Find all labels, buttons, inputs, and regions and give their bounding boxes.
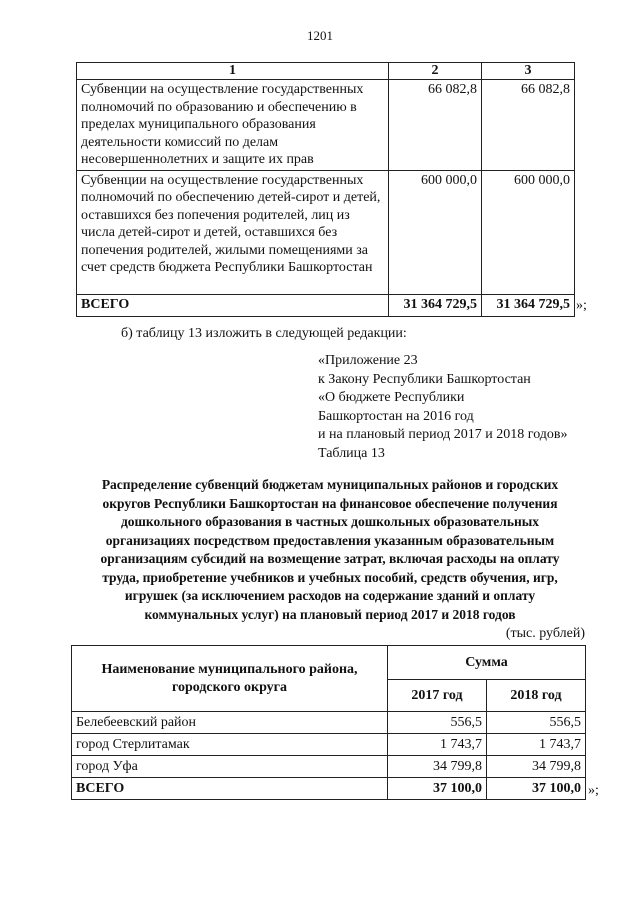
- value-cell: 1 743,7: [388, 734, 487, 756]
- total-label: ВСЕГО: [77, 294, 389, 316]
- heading-line: игрушек (за исключением расходов на содержание зданий и оплату: [124, 588, 536, 603]
- row-name: Субвенции на осуществление государственных полномочий по образованию и обеспечению в пределах муниципального образования деятельности комиссий по делам несовершеннолетних и защите их прав: [77, 80, 389, 171]
- table-heading: [40, 476, 620, 624]
- appendix-block: [318, 352, 568, 463]
- appendix-line: Таблица 13: [318, 445, 385, 461]
- appendix-line: Башкортостан на 2016 год: [318, 408, 474, 424]
- row-name: город Уфа: [72, 756, 388, 778]
- appendix-line: «Приложение 23: [318, 353, 418, 368]
- total-label: ВСЕГО: [72, 778, 388, 800]
- units-label: (тыс. рублей): [505, 626, 585, 641]
- closing-quote: »;: [576, 298, 587, 313]
- table-row: [72, 712, 586, 734]
- table-row: [72, 756, 586, 778]
- total-value: 37 100,0: [388, 778, 487, 800]
- total-value: 31 364 729,5: [482, 294, 575, 316]
- heading-line: организациях посредством предоставления указанным образовательным: [105, 532, 555, 548]
- closing-quote: »;: [588, 783, 599, 798]
- row-name: Белебеевский район: [72, 712, 388, 734]
- heading-line: труда, приобретение учебников и учебных пособий, средств обучения, игр,: [102, 569, 558, 585]
- heading-line: дошкольного образования в частных дошкольных образовательных: [120, 514, 540, 529]
- total-row: [72, 778, 586, 800]
- column-header: 1: [77, 63, 389, 80]
- value-cell: 600 000,0: [389, 170, 482, 294]
- value-cell: 34 799,8: [388, 756, 487, 778]
- value-cell: 66 082,8: [482, 80, 575, 171]
- table-header-row: [77, 63, 575, 80]
- column-header-year: 2018 год: [487, 680, 586, 712]
- row-name: Субвенции на осуществление государственных полномочий по обеспечению детей-сирот и детей, оставшихся без попечения родителей, лиц из числа детей-сирот и детей, оставшихся без попечения родителей, жилыми помещениями за счет средств бюджета Республики Башкортостан: [77, 170, 389, 294]
- heading-line: коммунальных услуг) на плановый период 2017 и 2018 годов: [144, 606, 516, 622]
- table-row: [77, 170, 575, 294]
- page-number: 1201: [307, 28, 333, 43]
- value-cell: 66 082,8: [389, 80, 482, 171]
- row-name: город Стерлитамак: [72, 734, 388, 756]
- value-cell: 556,5: [388, 712, 487, 734]
- heading-line: округов Республики Башкортостан на финансовое обеспечение получения: [102, 495, 558, 511]
- table-row: [77, 80, 575, 171]
- subventions-table: [76, 62, 575, 317]
- table-row: [72, 734, 586, 756]
- heading-line: Распределение субвенций бюджетам муниципальных районов и городских: [101, 477, 559, 492]
- value-cell: 1 743,7: [487, 734, 586, 756]
- column-header-name: Наименование муниципального района, городского округа: [72, 646, 388, 712]
- value-cell: 34 799,8: [487, 756, 586, 778]
- heading-line: организациям субсидий на возмещение затрат, включая расходы на оплату: [100, 551, 560, 566]
- column-header-year: 2017 год: [388, 680, 487, 712]
- column-header-sum: Сумма: [388, 646, 586, 680]
- distribution-table: [71, 645, 586, 800]
- value-cell: 556,5: [487, 712, 586, 734]
- instruction-text: б) таблицу 13 изложить в следующей редакции:: [121, 326, 407, 341]
- column-header: 3: [482, 63, 575, 80]
- appendix-line: «О бюджете Республики: [318, 390, 465, 405]
- total-value: 31 364 729,5: [389, 294, 482, 316]
- column-header: 2: [389, 63, 482, 80]
- total-value: 37 100,0: [487, 778, 586, 800]
- total-row: [77, 294, 575, 316]
- appendix-line: и на плановый период 2017 и 2018 годов»: [318, 427, 568, 442]
- value-cell: 600 000,0: [482, 170, 575, 294]
- table-header-row: [72, 646, 586, 680]
- appendix-line: к Закону Республики Башкортостан: [318, 371, 531, 387]
